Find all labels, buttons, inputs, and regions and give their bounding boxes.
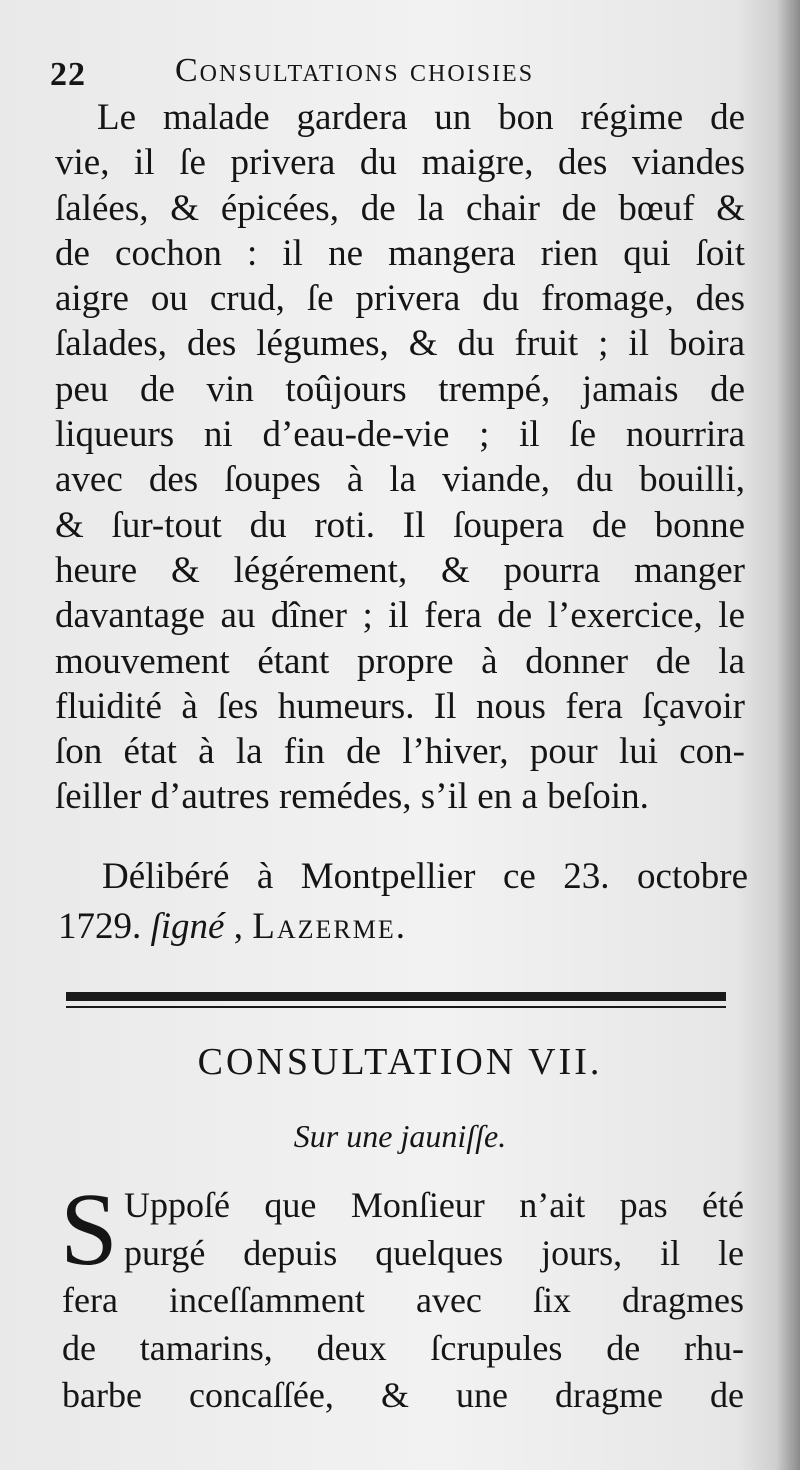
text-line: barbe concaſſée, & une dragme de: [62, 1375, 744, 1415]
section-subheading: Sur une jauniſſe.: [293, 1118, 507, 1154]
signoff-signed: ſigné: [150, 906, 225, 947]
text-line: fluidité à ſes humeurs. Il nous fera ſçavoir: [55, 685, 745, 727]
drop-cap: S: [60, 1172, 118, 1287]
text-line: Le malade gardera un bon régime de: [97, 97, 745, 138]
text-line: mouvement étant propre à donner de la: [55, 640, 745, 682]
text-line: ſeiller d’autres remédes, s’il en a beſoin.: [55, 776, 649, 818]
divider-thin: [66, 1006, 726, 1008]
signoff-signature: [58, 902, 748, 952]
text-line: avec des ſoupes à la viande, du bouilli,: [55, 459, 745, 501]
text-line: ſalées, & épicées, de la chair de bœuf &: [55, 187, 745, 229]
section-heading: CONSULTATION VII.: [197, 1041, 603, 1083]
signoff-separator: ,: [233, 906, 243, 947]
text-line: de cochon : il ne mangera rien qui ſoit: [55, 232, 745, 274]
text-line: purgé depuis quelques jours, il le: [124, 1232, 744, 1273]
signoff: [58, 852, 748, 952]
text-line: ſon état à la fin de l’hiver, pour lui con-: [55, 731, 745, 773]
text-line: heure & légérement, & pourra manger: [55, 549, 745, 591]
running-title: Consultations choisies: [175, 52, 535, 89]
divider-thick: [66, 992, 726, 1001]
section-divider: [66, 992, 726, 1008]
text-line: & ſur-tout du roti. Il ſoupera de bonne: [55, 504, 745, 546]
text-line: fera inceſſamment avec ſix dragmes: [62, 1280, 744, 1320]
page-number: 22: [50, 56, 86, 93]
text-line: liqueurs ni d’eau-de-vie ; il ſe nourrira: [55, 414, 745, 456]
text-line: Uppoſé que Monſieur n’ait pas été: [124, 1185, 744, 1225]
text-line: peu de vin toûjours trempé, jamais de: [55, 368, 745, 410]
signoff-author: Lazerme.: [252, 906, 407, 947]
signoff-year: 1729.: [58, 906, 142, 947]
text-line: davantage au dîner ; il fera de l’exercice, le: [55, 595, 745, 637]
text-line: de tamarins, deux ſcrupules de rhu-: [62, 1327, 744, 1368]
signoff-place-date: Délibéré à Montpellier ce 23. octobre: [102, 856, 748, 897]
text-line: ſalades, des légumes, & du fruit ; il boira: [55, 323, 745, 365]
consultation-paragraph: [60, 1172, 744, 1420]
body-paragraph: [55, 95, 745, 820]
text-line: vie, il ſe privera du maigre, des viandes: [55, 142, 745, 184]
text-line: aigre ou crud, ſe privera du fromage, des: [55, 278, 745, 320]
